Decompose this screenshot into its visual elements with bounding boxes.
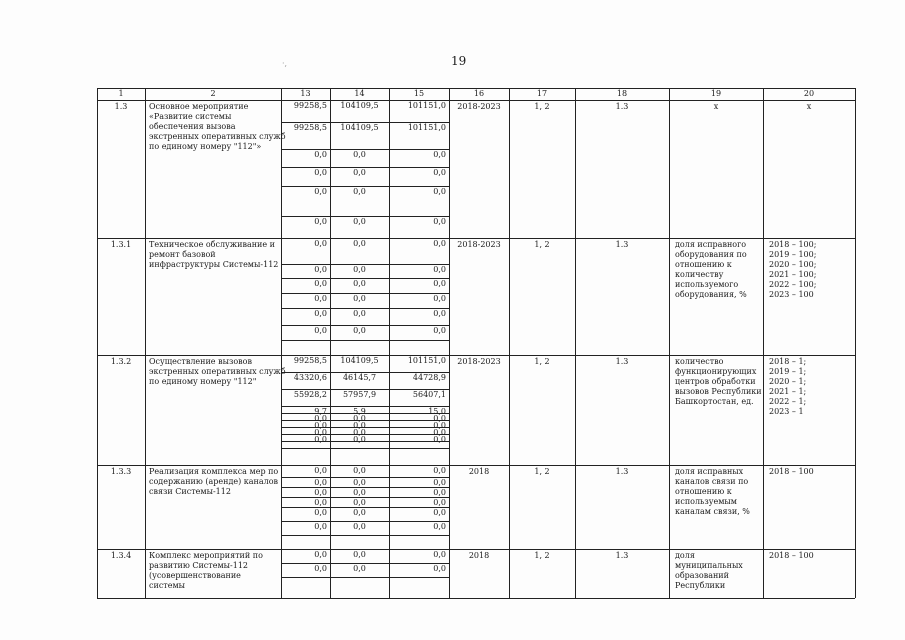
- amount-cell: 5,9: [353, 407, 366, 416]
- amount-cell: 0,0: [314, 168, 327, 177]
- block-border: [97, 100, 855, 101]
- target-values-cell: 2018 – 1; 2019 – 1; 2020 – 1; 2021 – 1; 2022 – 1; 2023 – 1: [769, 357, 807, 416]
- amount-cell: 0,0: [433, 279, 446, 288]
- scan-specks: ·,: [282, 59, 288, 68]
- indicator-cell: доля исправного оборудования по отношению к количеству используемого оборудования, %: [675, 240, 747, 299]
- col18-cell: 1.3: [615, 240, 629, 249]
- amount-cell: 55928,2: [293, 390, 327, 399]
- years-cell: 2018-2023: [457, 357, 501, 366]
- row-code: 1.3.2: [110, 357, 132, 366]
- amount-cell: 0,0: [433, 498, 446, 507]
- budget-table: [97, 88, 855, 598]
- indicator-cell: х: [713, 102, 719, 111]
- amount-cell: 57957,9: [342, 390, 377, 399]
- indicator-cell: количество функционирующих центров обработки вызовов Республики Башкортостан, ед.: [675, 357, 762, 406]
- years-cell: 2018: [468, 551, 490, 560]
- amount-cell: 0,0: [353, 550, 366, 559]
- amount-cell: 0,0: [314, 488, 327, 497]
- years-cell: 2018: [468, 467, 490, 476]
- amount-cell: 99258,5: [293, 101, 327, 110]
- amount-cell: 0,0: [433, 435, 446, 444]
- amount-cell: 0,0: [314, 428, 327, 437]
- block-border: [97, 238, 855, 239]
- indicator-cell: доля исправных каналов связи по отношению к используемым каналам связи, %: [675, 467, 750, 516]
- row-code: 1.3.3: [110, 467, 132, 476]
- column-border: [669, 88, 670, 598]
- amount-cell: 0,0: [433, 508, 446, 517]
- amount-cell: 0,0: [433, 294, 446, 303]
- amount-cell: 0,0: [433, 265, 446, 274]
- amount-cell: 0,0: [353, 498, 366, 507]
- column-header: 17: [536, 89, 548, 98]
- amount-cell: 9,7: [314, 407, 327, 416]
- amount-cell: 0,0: [433, 428, 446, 437]
- amount-cell: 56407,1: [412, 390, 446, 399]
- target-values-cell: х: [806, 102, 812, 111]
- amount-cell: 0,0: [433, 187, 446, 196]
- amount-cell: 99258,5: [293, 356, 327, 365]
- column-header: 13: [300, 89, 311, 98]
- amount-cell: 101151,0: [407, 101, 446, 110]
- column-header: 1: [118, 89, 124, 98]
- row-title: Техническое обслуживание и ремонт базовой инфраструктуры Системы-112: [149, 240, 279, 269]
- row-title: Основное мероприятие «Развитие системы обеспечения вызова экстренных оперативных служб по единому номеру "112"»: [149, 102, 286, 151]
- amount-cell: 0,0: [353, 168, 366, 177]
- amount-cell: 0,0: [314, 265, 327, 274]
- target-values-cell: 2018 – 100; 2019 – 100; 2020 – 100; 2021 – 100; 2022 – 100; 2023 – 100: [769, 240, 817, 299]
- amount-cell: 0,0: [353, 488, 366, 497]
- amount-cell: 0,0: [433, 150, 446, 159]
- row-border: [281, 448, 449, 449]
- amount-cell: 0,0: [314, 414, 327, 423]
- amount-cell: 0,0: [433, 309, 446, 318]
- column-header: 2: [210, 89, 216, 98]
- amount-cell: 0,0: [353, 294, 366, 303]
- amount-cell: 0,0: [353, 187, 366, 196]
- block-border: [97, 465, 855, 466]
- amount-cell: 0,0: [353, 435, 366, 444]
- amount-cell: 0,0: [433, 168, 446, 177]
- indicator-cell: доля муниципальных образований Республики: [675, 551, 743, 590]
- amount-cell: 0,0: [314, 498, 327, 507]
- amount-cell: 104109,5: [340, 101, 379, 110]
- col18-cell: 1.3: [615, 467, 629, 476]
- col18-cell: 1.3: [615, 102, 629, 111]
- page-number: 19: [451, 54, 467, 68]
- block-border: [97, 355, 855, 356]
- row-border: [281, 340, 449, 341]
- amount-cell: 0,0: [314, 435, 327, 444]
- row-code: 1.3: [114, 102, 128, 111]
- row-title: Реализация комплекса мер по содержанию (аренде) каналов связи Системы-112: [149, 467, 279, 496]
- amount-cell: 0,0: [314, 508, 327, 517]
- amount-cell: 0,0: [353, 239, 366, 248]
- amount-cell: 0,0: [353, 414, 366, 423]
- amount-cell: 0,0: [433, 564, 446, 573]
- amount-cell: 43320,6: [293, 373, 327, 382]
- amount-cell: 0,0: [353, 428, 366, 437]
- amount-cell: 44728,9: [412, 373, 446, 382]
- amount-cell: 0,0: [433, 239, 446, 248]
- row-title: Комплекс мероприятий по развитию Системы-112 (усовершенствование системы: [149, 551, 263, 590]
- row-code: 1.3.1: [110, 240, 132, 249]
- column-header: 15: [413, 89, 425, 98]
- amount-cell: 0,0: [353, 265, 366, 274]
- row-code: 1.3.4: [110, 551, 132, 560]
- amount-cell: 0,0: [314, 550, 327, 559]
- amount-cell: 104109,5: [340, 356, 379, 365]
- amount-cell: 0,0: [353, 279, 366, 288]
- years-cell: 2018-2023: [457, 240, 501, 249]
- amount-cell: 0,0: [314, 326, 327, 335]
- amount-cell: 0,0: [433, 488, 446, 497]
- amount-cell: 104109,5: [340, 123, 379, 132]
- column-border: [449, 88, 450, 598]
- amount-cell: 0,0: [433, 522, 446, 531]
- row-border: [281, 535, 449, 536]
- column-header: 18: [616, 89, 628, 98]
- amount-cell: 0,0: [433, 326, 446, 335]
- amount-cell: 0,0: [314, 478, 327, 487]
- column-header: 20: [803, 89, 815, 98]
- column-border: [97, 88, 98, 598]
- col17-cell: 1, 2: [534, 102, 550, 111]
- block-border: [97, 549, 855, 550]
- col18-cell: 1.3: [615, 551, 629, 560]
- amount-cell: 0,0: [314, 309, 327, 318]
- amount-cell: 0,0: [314, 217, 327, 226]
- amount-cell: 0,0: [433, 217, 446, 226]
- amount-cell: 15,0: [428, 407, 446, 416]
- target-values-cell: 2018 – 100: [769, 467, 814, 476]
- column-border: [145, 88, 146, 598]
- col17-cell: 1, 2: [534, 551, 550, 560]
- amount-cell: 101151,0: [407, 356, 446, 365]
- row-title: Осуществление вызовов экстренных оперативных служб по единому номеру "112": [149, 357, 286, 386]
- col17-cell: 1, 2: [534, 240, 550, 249]
- col17-cell: 1, 2: [534, 357, 550, 366]
- column-border: [509, 88, 510, 598]
- amount-cell: 0,0: [353, 217, 366, 226]
- amount-cell: 0,0: [353, 478, 366, 487]
- amount-cell: 0,0: [314, 294, 327, 303]
- col18-cell: 1.3: [615, 357, 629, 366]
- column-border: [575, 88, 576, 598]
- amount-cell: 0,0: [353, 564, 366, 573]
- amount-cell: 0,0: [314, 150, 327, 159]
- amount-cell: 0,0: [433, 478, 446, 487]
- amount-cell: 0,0: [353, 508, 366, 517]
- years-cell: 2018-2023: [457, 102, 501, 111]
- amount-cell: 0,0: [433, 466, 446, 475]
- amount-cell: 0,0: [353, 522, 366, 531]
- col17-cell: 1, 2: [534, 467, 550, 476]
- amount-cell: 46145,7: [342, 373, 377, 382]
- row-border: [281, 577, 449, 578]
- amount-cell: 0,0: [433, 550, 446, 559]
- amount-cell: 0,0: [314, 421, 327, 430]
- amount-cell: 0,0: [353, 309, 366, 318]
- target-values-cell: 2018 – 100: [769, 551, 814, 560]
- amount-cell: 99258,5: [293, 123, 327, 132]
- column-header: 16: [473, 89, 485, 98]
- table-bottom-border: [97, 598, 855, 599]
- amount-cell: 0,0: [314, 279, 327, 288]
- column-border: [763, 88, 764, 598]
- amount-cell: 0,0: [314, 522, 327, 531]
- amount-cell: 0,0: [353, 466, 366, 475]
- column-header: 19: [710, 89, 722, 98]
- amount-cell: 0,0: [314, 466, 327, 475]
- amount-cell: 0,0: [353, 326, 366, 335]
- amount-cell: 0,0: [433, 421, 446, 430]
- amount-cell: 0,0: [353, 421, 366, 430]
- amount-cell: 101151,0: [407, 123, 446, 132]
- amount-cell: 0,0: [314, 187, 327, 196]
- amount-cell: 0,0: [433, 414, 446, 423]
- column-border: [855, 88, 856, 598]
- column-header: 14: [354, 89, 365, 98]
- amount-cell: 0,0: [314, 564, 327, 573]
- amount-cell: 0,0: [353, 150, 366, 159]
- amount-cell: 0,0: [314, 239, 327, 248]
